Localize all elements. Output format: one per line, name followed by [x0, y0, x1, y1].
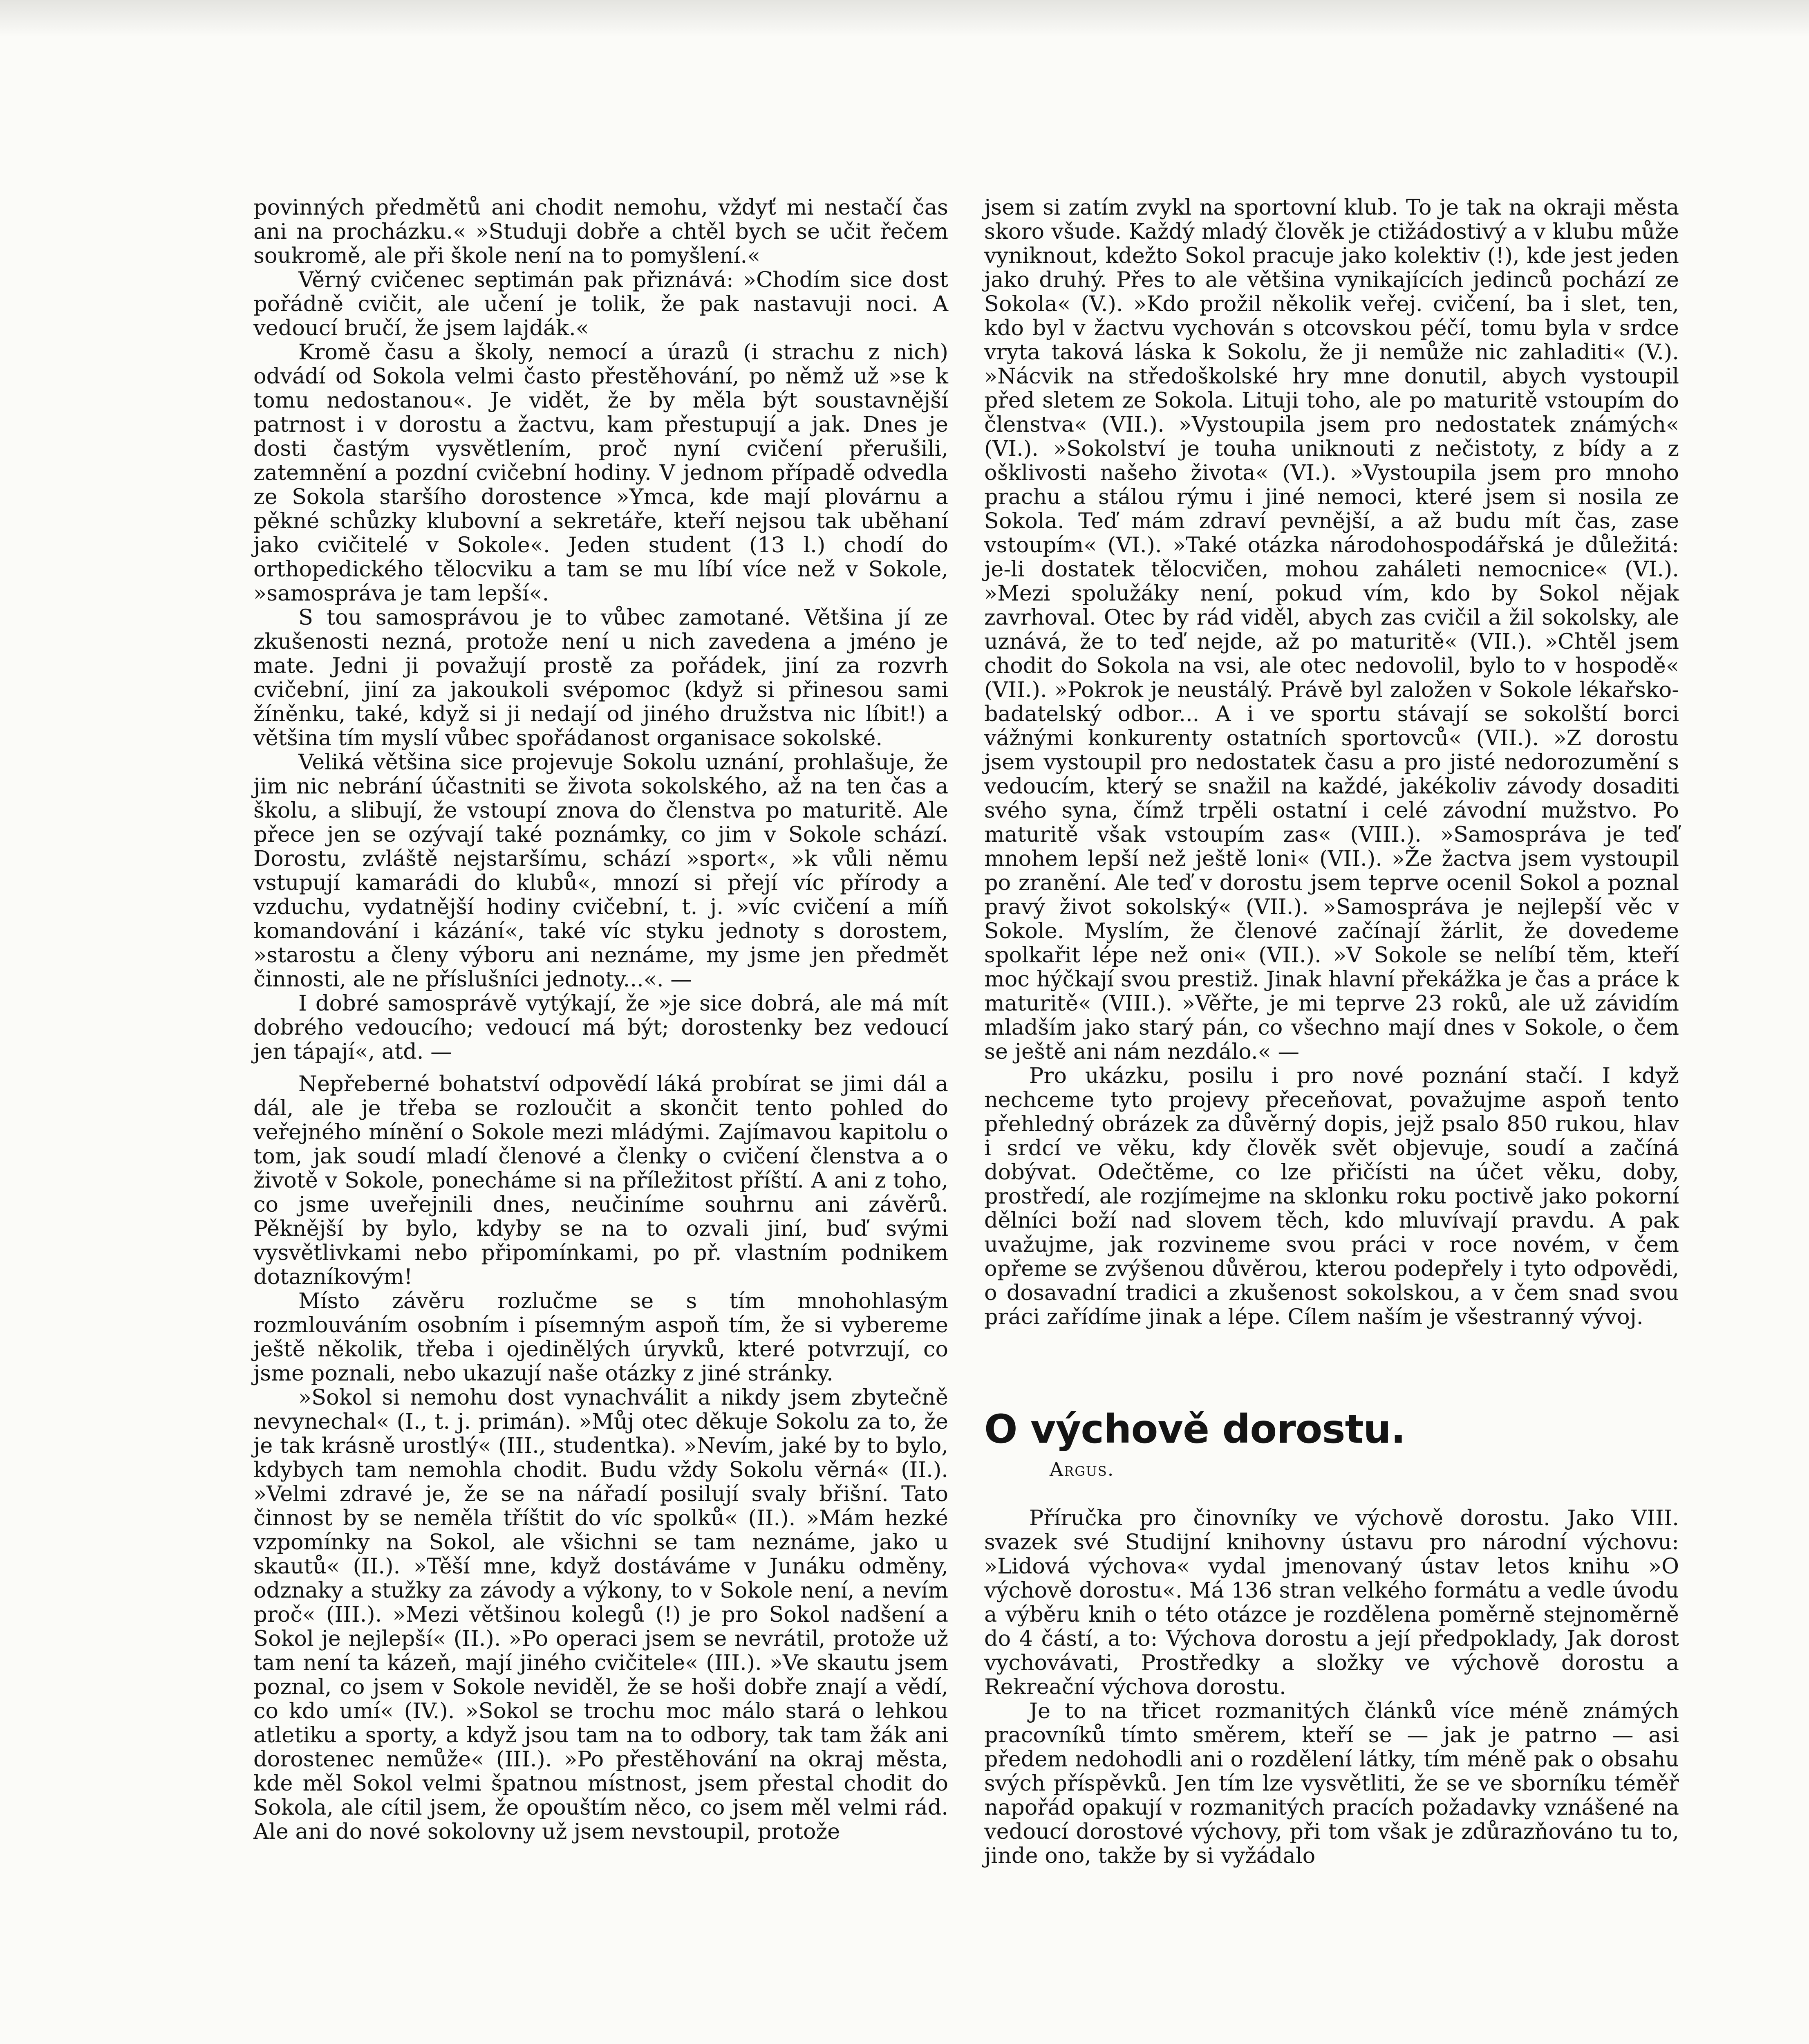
right-column	[984, 195, 1679, 1868]
article-author: Argus.	[1050, 1458, 1115, 1480]
paragraph: povinných předmětů ani chodit nemohu, vždyť mi nestačí čas ani na procházku.« »Studuji dobře a chtěl bych se učit řečem soukromě, ale při škole není na to pomyšlení.«	[253, 195, 948, 268]
paragraph: Místo závěru rozlučme se s tím mnohohlasým rozmlouváním osobním i písemným aspoň tím, že si vybereme ještě několik, třeba i ojedinělých úryvků, které potvrzují, co jsme poznali, nebo ukazují naše otázky z jiné stránky.	[253, 1289, 948, 1386]
paragraph: Je to na třicet rozmanitých článků více méně známých pracovníků tímto směrem, kteří se — jak je patrno — asi předem nedohodli ani o rozdělení látky, tím méně pak o obsahu svých příspěvků. Jen tím lze vysvětliti, že se ve sborníku téměř napořád opakují v rozmanitých pracích požadavky vznášené na vedoucí dorostové výchovy, při tom však je zdůrazňováno tu to, jinde ono, takže by si vyžádalo	[984, 1699, 1679, 1868]
paragraph: I dobré samosprávě vytýkají, že »je sice dobrá, ale má mít dobrého vedoucího; vedoucí má být; dorostenky bez vedoucí jen tápají«, atd. —	[253, 991, 948, 1064]
left-column	[253, 195, 948, 1844]
paragraph: Pro ukázku, posilu i pro nové poznání stačí. I když nechceme tyto projevy přeceňovat, považujme aspoň tento přehledný obrázek za důvěrný dopis, jejž psalo 850 rukou, hlav i srdcí ve věku, kdy člověk svět objevuje, soudí a začíná dobývat. Odečtěme, co lze přičísti na účet věku, doby, prostředí, ale rozjímejme na sklonku roku poctivě jako pokorní dělníci boží nad slovem těch, kdo mluvívají pravdu. A pak uvažujme, jak rozvineme svou práci v roce novém, v čem opřeme se zvýšenou důvěrou, kterou podepřely i tyto odpovědi, o dosavadní tradici a zkušenost sokolskou, a v čem snad svou práci zařídíme jinak a lépe. Cílem naším je všestranný vývoj.	[984, 1063, 1679, 1329]
paragraph: jsem si zatím zvykl na sportovní klub. To je tak na okraji města skoro všude. Každý mladý člověk je ctižádostivý a v klubu může vyniknout, kdežto Sokol pracuje jako kolektiv (!), kde jest jeden jako druhý. Přes to ale většina vynikajících jedinců pochází ze Sokola« (V.). »Kdo prožil několik veřej. cvičení, ba i slet, ten, kdo byl v žactvu vychován s otcovskou péčí, tomu byla v srdce vryta taková láska k Sokolu, že ji nemůže nic zahladiti« (V.). »Nácvik na středoškolské hry mne donutil, abych vystoupil před sletem ze Sokola. Lituji toho, ale po maturitě vstoupím do členstva« (VII.). »Vystoupila jsem pro nedostatek známých« (VI.). »Sokolství je touha uniknouti z nečistoty, z bídy a z ošklivosti našeho života« (VI.). »Vystoupila jsem pro mnoho prachu a stálou rýmu i jiné nemoci, které jsem si nosila ze Sokola. Teď mám zdraví pevnější, a až budu mít čas, zase vstoupím« (VI.). »Také otázka národohospodářská je důležitá: je-li dostatek tělocvičen, mohou zaháleti nemocnice« (VI.). »Mezi spolužáky není, pokud vím, kdo by Sokol nějak zavrhoval. Otec by rád viděl, abych zas cvičil a žil sokolsky, ale uznává, že to teď nejde, až po maturitě« (VII.). »Chtěl jsem chodit do Sokola na vsi, ale otec nedovolil, bylo to v hospodě« (VII.). »Pokrok je neustálý. Právě byl založen v Sokole lékařsko-badatelský odbor... A i ve sportu stávají se sokolští borci vážnými konkurenty ostatních sportovců« (VII.). »Z dorostu jsem vystoupil pro nedostatek času a pro jisté nedorozumění s vedoucím, který se snažil na každé, jakékoliv závody dosaditi svého syna, čímž trpěli ostatní i celé závodní mužstvo. Po maturitě však vstoupím zas« (VIII.). »Samospráva je teď mnohem lepší než ještě loni« (VII.). »Že žactva jsem vystoupil po zranění. Ale teď v dorostu jsem teprve ocenil Sokol a poznal pravý život sokolský« (VII.). »Samospráva je nejlepší věc v Sokole. Myslím, že členové začínají žárlit, že dovedeme spolkařit lépe než oni« (VII.). »V Sokole se nelíbí těm, kteří moc hýčkají svou prestiž. Jinak hlavní překážka je čas a práce k maturitě« (VIII.). »Věřte, je mi teprve 23 roků, ale už závidím mladším jako starý pán, co všechno mají dnes v Sokole, o čem se ještě ani nám nezdálo.« —	[984, 195, 1679, 1064]
paragraph: Veliká většina sice projevuje Sokolu uznání, prohlašuje, že jim nic nebrání účastniti se života sokolského, až na ten čas a školu, a slibují, že vstoupí znova do členstva po maturitě. Ale přece jen se ozývají také poznámky, co jim v Sokole schází. Dorostu, zvláště nejstaršímu, schází »sport«, »k vůli němu vstupují kamarádi do klubů«, mnozí si přejí víc přírody a vzduchu, vydatnější hodiny cvičební, t. j. »víc cvičení a míň komandování i kázání«, také víc styku jednoty s dorostem, »starostu a členy výboru ani neznáme, my jsme jen předmět činnosti, ale ne příslušníci jednoty...«. —	[253, 750, 948, 992]
article-title: O výchově dorostu.	[984, 1406, 1406, 1452]
paragraph: Kromě času a školy, nemocí a úrazů (i strachu z nich) odvádí od Sokola velmi často přestěhování, po němž už »se k tomu nedostanou«. Je vidět, že by měla být soustavnější patrnost i v dorostu a žactvu, kam přestupují a jak. Dnes je dosti častým vysvětlením, proč nyní cvičení přerušili, zatemnění a pozdní cvičební hodiny. V jednom případě odvedla ze Sokola staršího dorostence »Ymca, kde mají plovárnu a pěkné schůzky klubovní a sekretáře, kteří nejsou tak uběhaní jako cvičitelé v Sokole«. Jeden student (13 l.) chodí do orthopedického tělocviku a tam se mu líbí více než v Sokole, »samospráva je tam lepší«.	[253, 340, 948, 606]
scan-top-edge	[0, 0, 1809, 37]
paragraph: »Sokol si nemohu dost vynachválit a nikdy jsem zbytečně nevynechal« (I., t. j. primán). »Můj otec děkuje Sokolu za to, že je tak krásně urostlý« (III., studentka). »Nevím, jaké by to bylo, kdybych tam nemohla chodit. Budu vždy Sokolu věrná« (II.). »Velmi zdravé je, že se na nářadí posilují svaly břišní. Tato činnost by se neměla tříštit do víc spolků« (II.). »Mám hezké vzpomínky na Sokol, ale všichni se tam neznáme, jako u skautů« (II.). »Těší mne, když dostáváme v Junáku odměny, odznaky a stužky za závody a výkony, to v Sokole není, a nevím proč« (III.). »Mezi většinou kolegů (!) je pro Sokol nadšení a Sokol je nejlepší« (II.). »Po operaci jsem se nevrátil, protože už tam není ta kázeň, mají jiného cvičitele« (III.). »Ve skautu jsem poznal, co jsem v Sokole neviděl, že se hoši dobře znají a vědí, co kdo umí« (IV.). »Sokol se trochu moc málo stará o lehkou atletiku a sporty, a když jsou tam na to odbory, tak tam žák ani dorostenec nemůže« (III.). »Po přestěhování na okraj města, kde měl Sokol velmi špatnou místnost, jsem přestal chodit do Sokola, ale cítil jsem, že opouštím něco, co jsem měl velmi rád. Ale ani do nové sokolovny už jsem nevstoupil, protože	[253, 1385, 948, 1844]
paragraph: S tou samosprávou je to vůbec zamotané. Většina jí ze zkušenosti nezná, protože není u nich zavedena a jméno je mate. Jedni ji považují prostě za pořádek, jiní za rozvrh cvičební, jiní za jakoukoli svépomoc (když si přinesou sami žíněnku, také, když si ji nedají od jiného družstva nic líbit!) a většina tím myslí vůbec spořádanost organisace sokolské.	[253, 605, 948, 751]
paragraph: Věrný cvičenec septimán pak přiznává: »Chodím sice dost pořádně cvičit, ale učení je tolik, že pak nastavuji noci. A vedoucí bručí, že jsem lajdák.«	[253, 267, 948, 341]
paragraph: Příručka pro činovníky ve výchově dorostu. Jako VIII. svazek své Studijní knihovny ústavu pro národní výchovu: »Lidová výchova« vydal jmenovaný ústav letos knihu »O výchově dorostu«. Má 136 stran velkého formátu a vedle úvodu a výběru knih o této otázce je rozdělena poměrně stejnoměrně do 4 částí, a to: Výchova dorostu a její předpoklady, Jak dorost vychovávati, Prostředky a složky ve výchově dorostu a Rekreační výchova dorostu.	[984, 1506, 1679, 1699]
paragraph: Nepřeberné bohatství odpovědí láká probírat se jimi dál a dál, ale je třeba se rozloučit a skončit tento pohled do veřejného mínění o Sokole mezi mládými. Zajímavou kapitolu o tom, jak soudí mladí členové a členky o cvičení členstva a o životě v Sokole, ponecháme si na příležitost příští. A ani z toho, co jsme uveřejnili dnes, neučiníme souhrnu ani závěrů. Pěknější by bylo, kdyby se na to ozvali jiní, buď svými vysvětlivkami nebo připomínkami, po př. vlastním podnikem dotazníkovým!	[253, 1071, 948, 1289]
